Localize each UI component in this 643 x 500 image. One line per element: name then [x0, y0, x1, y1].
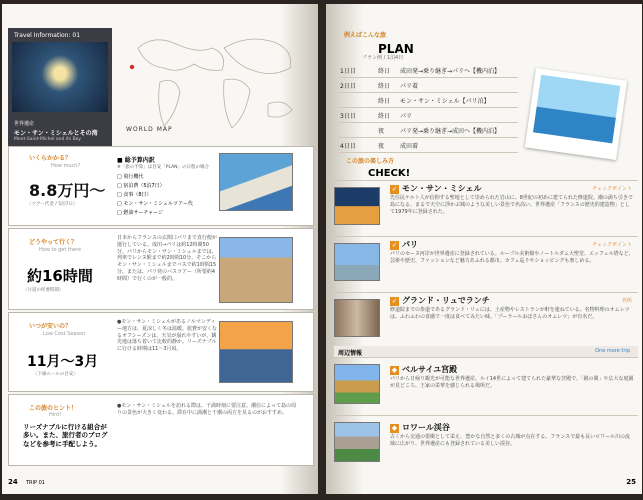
page-number: 25: [626, 478, 636, 486]
check-item-text: 先住民ケルト人が信仰する聖地として崇められた岩山に、8世紀の初めに建てられた修道院。潮の満ち引きで島になる、まるで天空に浮かぶ城のような美しい景色で名高い。世界遺産「フランスの歴史的建造物」として1979年に登録された。: [390, 195, 633, 215]
area-item-title: ◆ ベルサイユ宮殿: [391, 365, 458, 374]
cost-label: いくらかかる？: [29, 155, 72, 162]
plan-row: 2日目 終日 パリ着: [338, 78, 518, 93]
check-item-title: ✓ モン・サン・ミシェル: [391, 184, 482, 193]
check-item-1: [334, 180, 638, 234]
info-header: [8, 28, 112, 158]
area-item-text: 古くから交通の要衝として栄え、豊かな自然と多くの古城が点在する。フランスで最も長いロワール川の流域に広がり、世界遺産にも登録されている美しい渓谷。: [390, 434, 631, 447]
world-map: [118, 24, 314, 142]
hint-sub: Hint!: [49, 412, 62, 418]
check-point-label: 名所: [621, 298, 632, 304]
header-title: Travel Information: 01: [14, 32, 81, 39]
page-label: TRIP 01: [26, 480, 45, 486]
area-item-title: ◆ ロワール渓谷: [391, 423, 450, 432]
hint-section: [8, 394, 314, 466]
cathedral-photo: [219, 237, 293, 303]
area-item-2: [334, 418, 638, 472]
area-item-text: パリから日帰り観光が可能な世界遺産。ルイ14世によって建てられた豪華な宮殿で、「鏡の間」や広大な庭園が見どころ。王家の栄華を感じられる場所だ。: [390, 376, 634, 389]
check-item-text: パリのセーヌ河岸が世界遺産に登録されている。ルーブル美術館やノートルダム大聖堂、エッフェル塔など、芸術や歴史、ファッションなど魅力あふれる都市。カフェ巡りやショッピングも楽しめる。: [390, 251, 634, 264]
versailles-photo: [334, 364, 380, 404]
plan-row: 夜 パリ発→乗り継ぎ→成田へ【機内泊】: [338, 123, 518, 138]
cost-note: 〈ツアー代金 / 5泊7日〉: [27, 202, 78, 207]
cost-item: □ 飛行機代: [117, 174, 144, 180]
plan-row: 1日目 終日 成田発→乗り継ぎ→パリへ【機内泊】: [338, 63, 518, 78]
area-sub: One more trip: [595, 348, 630, 354]
check-title: CHECK!: [368, 168, 411, 179]
left-page: [2, 4, 318, 494]
destination-name: モン・サン・ミシェルとその湾: [14, 130, 98, 137]
cliff-photo: [219, 153, 293, 211]
check-item-2: [334, 236, 638, 290]
season-value: 11月〜3月: [27, 354, 99, 370]
cost-section: [8, 146, 314, 226]
cost-value: 8.8万円〜: [29, 181, 106, 200]
season-sub: Low Cost Season: [43, 331, 86, 337]
check-item-title: ✓ パリ: [391, 240, 418, 249]
access-sub: How to get there: [39, 247, 82, 253]
plan-row: 4日目 夜 成田着: [338, 138, 518, 153]
season-text: ●モン・サン・ミシェルがあるノルマンディー地方は、夏涼しく冬は温暖。旅費が安くなるオフシーズンは、天気が崩れやすいが、観光地は落ち着いて比較的静か。リーズナブルに行ける時期は11〜3月頃。: [117, 319, 218, 352]
mont-saint-michel-photo: [12, 42, 108, 112]
cost-item: □ モン・サン・ミシェルツアー代: [117, 201, 193, 207]
cost-list-title: ■ 総予算内訳: [117, 157, 155, 164]
plan-row: 終日 モン・サン・ミシェル【パリ泊】: [338, 93, 518, 108]
loire-photo: [334, 422, 380, 462]
check-point-label: チェックポイント: [592, 242, 632, 248]
access-value: 約16時間: [27, 267, 93, 285]
cost-sub: How much?: [51, 163, 81, 169]
check-point-label: チェックポイント: [592, 186, 632, 192]
destination-small: 世界遺産: [14, 121, 35, 127]
plan-sub: プラン例 / 1泊4日: [362, 55, 404, 61]
map-label: WORLD MAP: [126, 126, 173, 133]
access-section: [8, 228, 314, 310]
cost-item: □ 宿泊費（5泊7日）: [117, 183, 165, 189]
access-text: 日本からフランスの玄関口パリまで直行便が運行している。成田→パリは約12時間50分。パリからモン・サン・ミシェルまでは、列車でレンヌ駅まで約2時間10分、そこからモン・サン・ミシェルまでバスで約1時間15分。または、パリ発のバスツアー（所要約4時間）で行くのが一般的。: [117, 235, 217, 282]
hint-label: この旅のヒント！: [29, 405, 78, 412]
page-number: 24: [8, 478, 18, 486]
hint-text: ●モン・サン・ミシェルを訪れる際は、干満時刻に要注意。潮位によって島の周りの景色が大きく変わる。滞在中に満潮と干潮の両方を見るのがおすすめ。: [117, 403, 297, 416]
area-title: 周辺情報: [338, 350, 363, 357]
plan-table: [338, 63, 518, 154]
check-tag: この旅の楽しみ方: [346, 158, 395, 165]
destination-latin: Mont-Saint-Michel and its Bay: [14, 137, 82, 142]
season-section: [8, 312, 314, 392]
area-item-1: [334, 360, 638, 416]
access-label: どうやって行く？: [29, 239, 78, 246]
polaroid-photo: [525, 68, 627, 160]
check-item-title: ✓ グランド・リュでランチ: [391, 296, 490, 305]
cost-item: □ 食事（8日）: [117, 192, 152, 198]
plan-title: PLAN: [378, 42, 414, 56]
right-page: [326, 4, 642, 494]
mont-saint-michel-night-photo: [334, 187, 380, 225]
check-item-text: 修道院までの参道であるグランド・リュには、土産物やレストランが軒を連ねている。名物料理のオムレツは、ふわふわの食感で一度は食べてみたい味。「プーラールおばさんのオムレツ」が有名だ。: [390, 307, 630, 320]
season-label: いつが安いの？: [29, 323, 72, 330]
polaroid-image: [533, 75, 620, 144]
access-note: 〈片道の所要時間〉: [23, 288, 64, 293]
plan-row: 3日目 終日 パリ: [338, 108, 518, 123]
cost-item: □ 燃油サーチャージ: [117, 210, 164, 216]
hint-big-text: リーズナブルに行ける組合が多い。また、旅行者のブログなどを参考に手配しよう。: [23, 423, 108, 448]
mont-saint-michel-sunset-photo: [219, 321, 293, 383]
area-header: [334, 346, 638, 358]
street-photo: [334, 299, 380, 337]
check-item-3: [334, 292, 638, 344]
plan-tag: 例えばこんな旅: [344, 32, 387, 39]
eiffel-tower-photo: [334, 243, 380, 281]
cost-list-note: ※「旅の予算」は目安「PLAN」の日程の場合: [117, 165, 210, 170]
season-note: 〈下線ルールの目安〉: [33, 372, 78, 377]
